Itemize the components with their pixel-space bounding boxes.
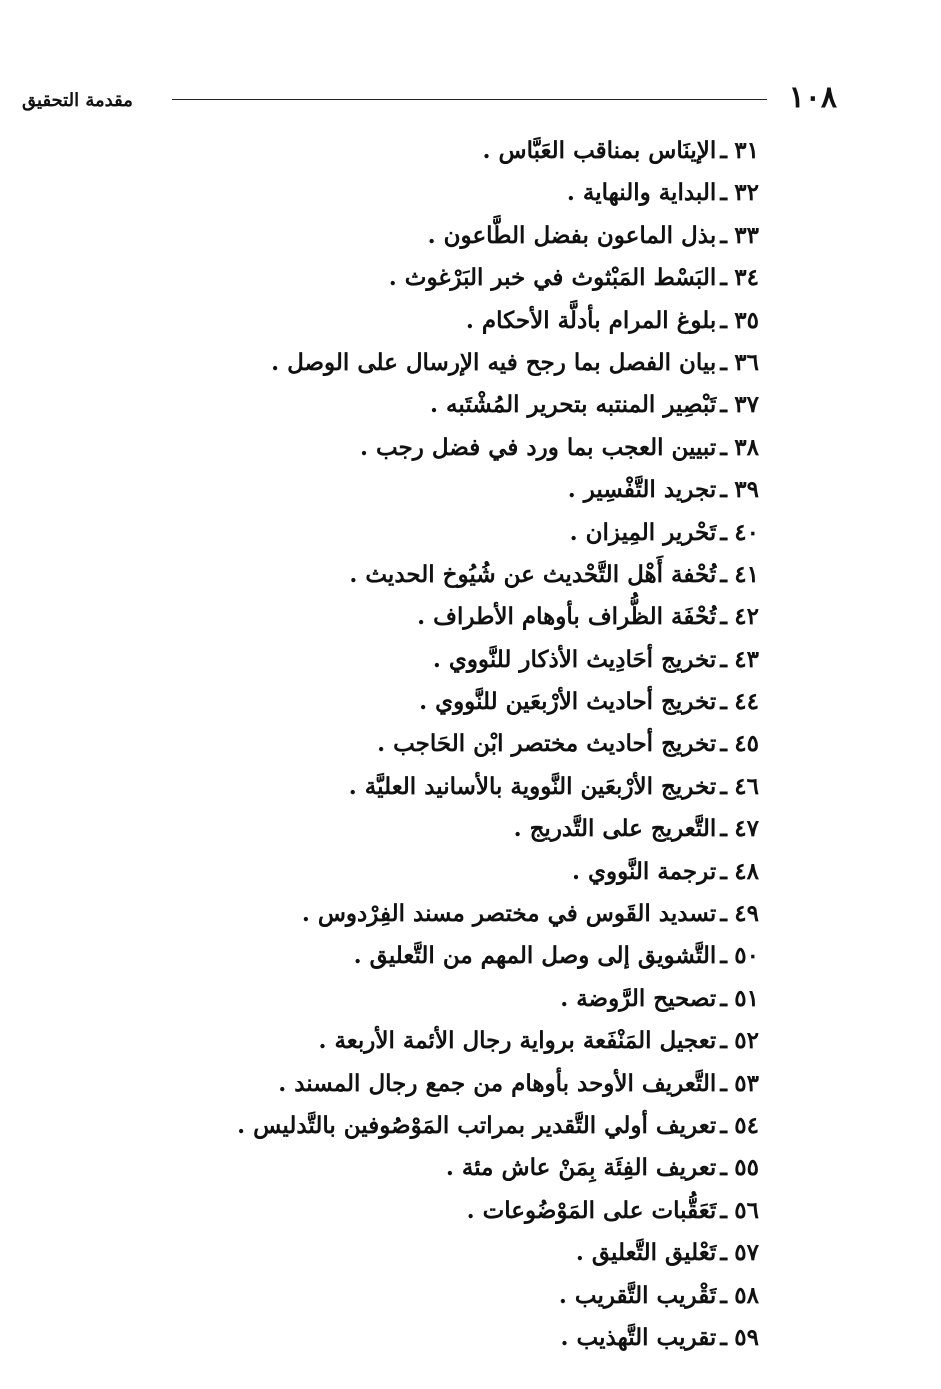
entry-dash: ـ <box>720 984 727 1012</box>
entry-title: بلوغ المرام بأدلَّة الأحكام . <box>465 306 717 334</box>
entry-number: ٥٥ <box>734 1154 759 1182</box>
entry-title: تجريد التَّفْسِير . <box>567 476 717 504</box>
list-item <box>237 639 759 681</box>
entry-title: التَّعريج على التَّدريج . <box>513 815 717 843</box>
entry-number: ٤٧ <box>734 815 759 843</box>
entry-title: تَعْليق التَّعليق . <box>575 1239 717 1267</box>
list-item <box>237 215 759 257</box>
list-item <box>237 300 759 342</box>
entry-number: ٥٠ <box>734 942 759 970</box>
page-header <box>22 78 837 118</box>
list-item <box>237 1105 759 1147</box>
list-item <box>237 1063 759 1105</box>
entry-dash: ـ <box>720 1027 727 1055</box>
list-item <box>237 1147 759 1189</box>
entry-title: تسديد القَوس في مختصر مسند الفِرْدوس . <box>301 900 717 928</box>
entry-title: تَبْصِير المنتبه بتحرير المُشْتَبه . <box>430 391 717 419</box>
book-list <box>237 130 759 1359</box>
entry-dash: ـ <box>720 391 727 419</box>
entry-number: ٣٥ <box>734 306 759 334</box>
entry-dash: ـ <box>720 348 727 376</box>
entry-dash: ـ <box>720 1069 727 1097</box>
entry-dash: ـ <box>720 1196 727 1224</box>
list-item <box>237 851 759 893</box>
entry-number: ٣٢ <box>734 179 759 207</box>
entry-dash: ـ <box>720 476 727 504</box>
entry-number: ٤٠ <box>734 518 759 546</box>
entry-dash: ـ <box>720 730 727 758</box>
list-item <box>237 1275 759 1317</box>
list-item <box>237 130 759 172</box>
entry-dash: ـ <box>720 857 727 885</box>
entry-dash: ـ <box>720 137 727 164</box>
entry-title: ترجمة النَّووي . <box>571 857 717 885</box>
entry-title: تصحيح الرَّوضة . <box>560 984 717 1012</box>
entry-title: تبيين العجب بما ورد في فضل رجب . <box>359 433 717 461</box>
entry-number: ٥٦ <box>734 1196 759 1224</box>
list-item <box>237 1317 759 1359</box>
list-item <box>237 384 759 426</box>
entry-dash: ـ <box>720 518 727 546</box>
entry-title: الإينَاس بمناقب العَبَّاس . <box>482 137 717 164</box>
entry-number: ٤٣ <box>734 645 759 673</box>
entry-title: البَسْط المَبْثوث في خبر البَرْغوث . <box>388 264 717 292</box>
entry-number: ٣٤ <box>734 264 759 292</box>
entry-title: تعجيل المَنْفَعة برواية رجال الأئمة الأربعة . <box>318 1027 717 1055</box>
entry-title: التَّشويق إلى وصل المهم من التَّعليق . <box>353 942 717 970</box>
list-item <box>237 766 759 808</box>
entry-number: ٣٩ <box>734 476 759 504</box>
entry-title: تُحْفَة الظُّراف بأوهام الأطراف . <box>417 603 717 631</box>
list-item <box>237 723 759 765</box>
entry-title: تُحْفة أَهْل التَّحْديث عن شُيُوخ الحديث . <box>349 560 717 588</box>
entry-number: ٣٣ <box>734 221 759 249</box>
entry-number: ٤٥ <box>734 730 759 758</box>
entry-dash: ـ <box>720 1111 727 1139</box>
entry-title: التَّعريف الأوحد بأوهام من جمع رجال المسند . <box>278 1069 717 1097</box>
entry-dash: ـ <box>720 1281 727 1309</box>
list-item <box>237 808 759 850</box>
entry-number: ٥١ <box>734 984 759 1012</box>
entry-title: تخريج الأرْبعَين النَّووية بالأسانيد العليَّة . <box>348 772 717 800</box>
header-rule <box>172 99 767 100</box>
entry-number: ٤٦ <box>734 772 759 800</box>
entry-title: البداية والنهاية . <box>566 179 717 207</box>
entry-number: ٣٦ <box>734 348 759 376</box>
entry-title: تقريب التَّهذيب . <box>560 1323 717 1351</box>
entry-number: ٤٨ <box>734 857 759 885</box>
entry-title: تعريف الفِئَة بِمَنْ عاش مئة . <box>445 1154 717 1182</box>
entry-dash: ـ <box>720 306 727 334</box>
entry-dash: ـ <box>720 264 727 292</box>
entry-dash: ـ <box>720 560 727 588</box>
entry-title: بيان الفصل بما رجح فيه الإرسال على الوصل . <box>271 348 717 376</box>
entry-dash: ـ <box>720 815 727 843</box>
entry-dash: ـ <box>720 772 727 800</box>
entry-title: تَحْرير المِيزان . <box>569 518 717 546</box>
entry-number: ٣٧ <box>734 391 759 419</box>
entry-number: ٥٤ <box>734 1111 759 1139</box>
list-item <box>237 342 759 384</box>
entry-number: ٥٣ <box>734 1069 759 1097</box>
entry-dash: ـ <box>720 688 727 716</box>
entry-title: تخريج أحاديث مختصر ابْن الحَاجب . <box>377 730 717 758</box>
entry-number: ٣١ <box>734 137 759 164</box>
entry-dash: ـ <box>720 645 727 673</box>
entry-number: ٤١ <box>734 560 759 588</box>
entry-number: ٥٩ <box>734 1323 759 1351</box>
entry-dash: ـ <box>720 942 727 970</box>
entry-title: تَقْريب التَّقريب . <box>558 1281 717 1309</box>
list-item <box>237 554 759 596</box>
entry-dash: ـ <box>720 179 727 207</box>
list-item <box>237 978 759 1020</box>
list-item <box>237 172 759 214</box>
entry-number: ٤٩ <box>734 900 759 928</box>
list-item <box>237 935 759 977</box>
entry-number: ٤٤ <box>734 688 759 716</box>
entry-number: ٥٨ <box>734 1281 759 1309</box>
list-item <box>237 257 759 299</box>
entry-dash: ـ <box>720 1239 727 1267</box>
entry-title: تخريج أحاديث الأرْبعَين للنَّووي . <box>419 688 717 716</box>
entry-number: ٥٧ <box>734 1239 759 1267</box>
entry-title: تعريف أولي التَّقدير بمراتب المَوْصُوفين بالتَّدليس . <box>237 1111 717 1139</box>
entry-number: ٥٢ <box>734 1027 759 1055</box>
entry-number: ٣٨ <box>734 433 759 461</box>
list-item <box>237 427 759 469</box>
list-item <box>237 596 759 638</box>
list-item <box>237 469 759 511</box>
entry-dash: ـ <box>720 1323 727 1351</box>
list-item <box>237 1020 759 1062</box>
entry-dash: ـ <box>720 221 727 249</box>
entry-dash: ـ <box>720 603 727 631</box>
list-item <box>237 1190 759 1232</box>
page-number: ١٠٨ <box>788 80 837 115</box>
entry-title: تخريج أحَادِيث الأذكار للنَّووي . <box>432 645 717 673</box>
entry-title: تَعَقُّبات على المَوْضُوعات . <box>466 1196 717 1224</box>
entry-number: ٤٢ <box>734 603 759 631</box>
entry-dash: ـ <box>720 900 727 928</box>
list-item <box>237 893 759 935</box>
list-item <box>237 512 759 554</box>
running-title: مقدمة التحقيق <box>22 90 133 111</box>
entry-title: بذل الماعون بفضل الطَّاعون . <box>427 221 717 249</box>
list-item <box>237 1232 759 1274</box>
list-item <box>237 681 759 723</box>
entry-dash: ـ <box>720 433 727 461</box>
entry-dash: ـ <box>720 1154 727 1182</box>
